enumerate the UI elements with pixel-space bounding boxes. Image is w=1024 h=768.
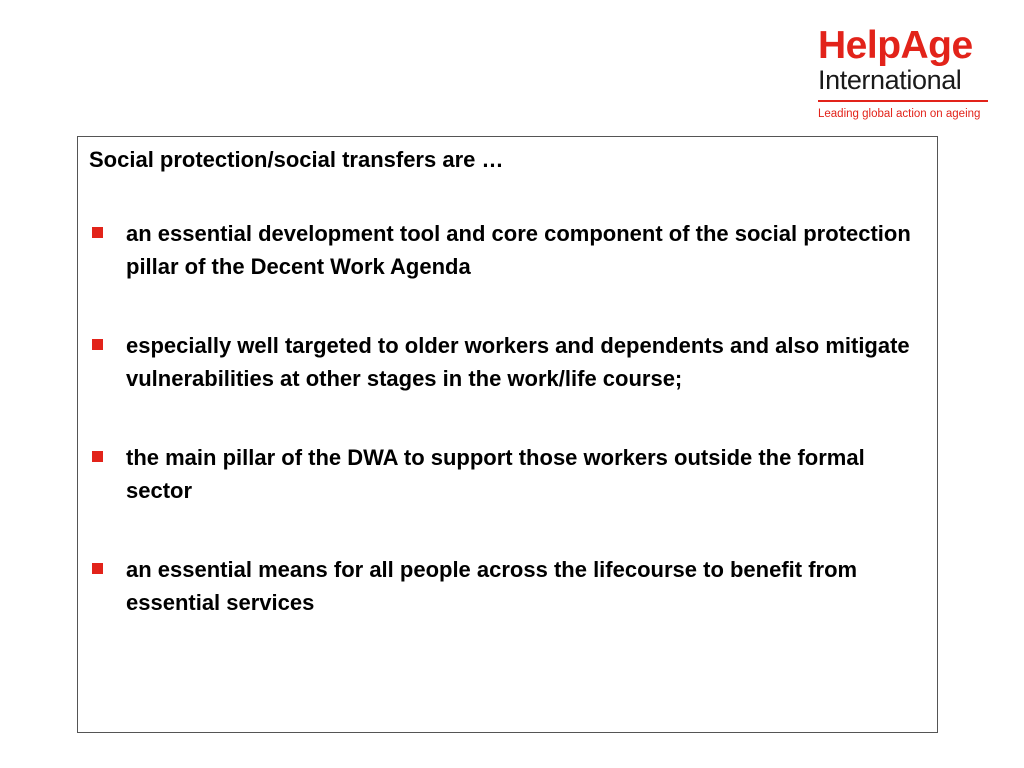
square-bullet-icon: [92, 451, 103, 462]
slide-heading: Social protection/social transfers are …: [89, 147, 504, 172]
bullet-text: an essential development tool and core component of the social protection pillar of the Decent Work Agenda: [126, 221, 911, 279]
list-item: [89, 217, 913, 283]
logo-subtitle: International: [818, 65, 962, 95]
bullet-text: the main pillar of the DWA to support those workers outside the formal sector: [126, 445, 865, 503]
square-bullet-icon: [92, 227, 103, 238]
list-item: [89, 441, 913, 507]
logo-brand: HelpAge: [818, 24, 973, 67]
logo-tagline: Leading global action on ageing: [818, 108, 981, 120]
bullet-list: [89, 217, 913, 619]
list-item: [89, 553, 913, 619]
logo-divider: [818, 100, 988, 102]
square-bullet-icon: [92, 563, 103, 574]
content-box: [77, 136, 938, 733]
bullet-text: an essential means for all people across the lifecourse to benefit from essential services: [126, 557, 858, 615]
list-item: [89, 329, 913, 395]
square-bullet-icon: [92, 339, 103, 350]
bullet-text: especially well targeted to older workers and dependents and also mitigate vulnerabilities at other stages in the work/life course;: [126, 333, 910, 391]
helpage-logo: [818, 26, 990, 121]
